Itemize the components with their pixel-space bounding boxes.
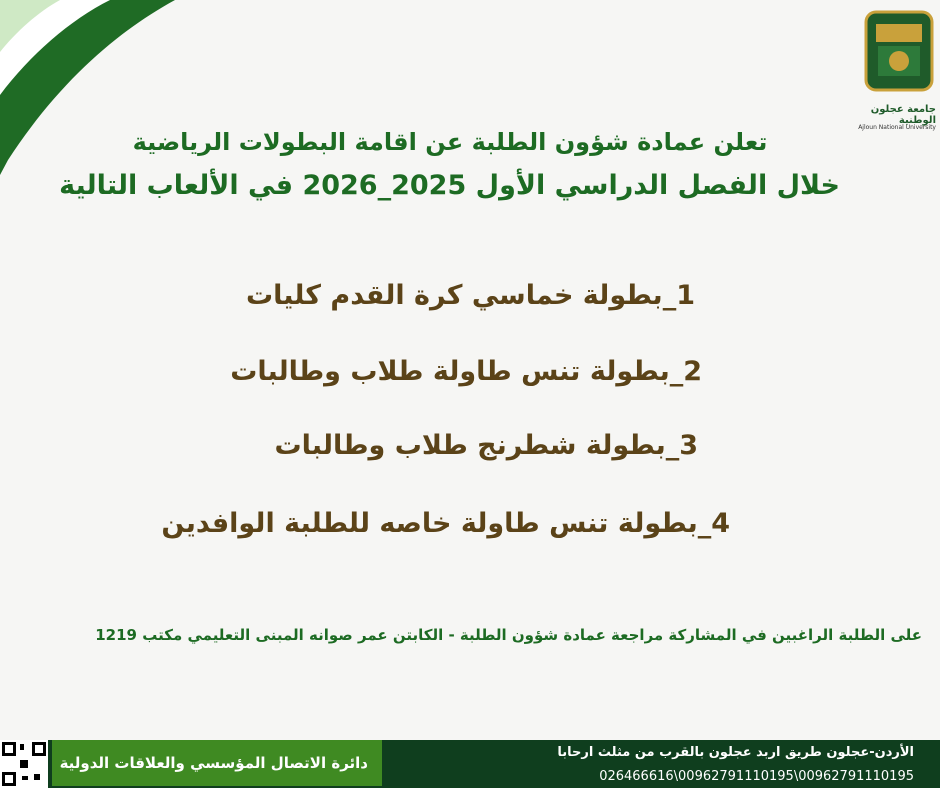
headline-line-2: خلال الفصل الدراسي الأول 2025_2026 في الألعاب التالية xyxy=(59,170,840,201)
university-logo xyxy=(864,10,934,92)
address-text: الأردن-عجلون طريق اربد عجلون بالقرب من مثلث ارحابا xyxy=(557,745,914,760)
tournament-item-1: 1_بطولة خماسي كرة القدم كليات xyxy=(245,280,695,311)
tournament-item-3: 3_بطولة شطرنج طلاب وطالبات xyxy=(274,430,698,461)
tournament-item-2: 2_بطولة تنس طاولة طلاب وطالبات xyxy=(230,356,702,387)
tournament-item-4: 4_بطولة تنس طاولة خاصه للطلبة الوافدين xyxy=(161,508,730,539)
university-name-en: Ajloun National University xyxy=(858,124,936,131)
phone-numbers: 026466616\00962791110195\00962791110195 xyxy=(599,769,914,784)
qr-code[interactable] xyxy=(0,740,48,788)
headline-line-1: تعلن عمادة شؤون الطلبة عن اقامة البطولات الرياضية xyxy=(132,128,768,156)
university-name-ar: جامعة عجلون الوطنية xyxy=(870,104,936,126)
registration-note: على الطلبة الراغبين في المشاركة مراجعة عمادة شؤون الطلبة - الكابتن عمر صوانه المبنى التعليمي مكتب 1219 xyxy=(95,626,922,644)
department-label: دائرة الاتصال المؤسسي والعلاقات الدولية xyxy=(52,740,382,786)
